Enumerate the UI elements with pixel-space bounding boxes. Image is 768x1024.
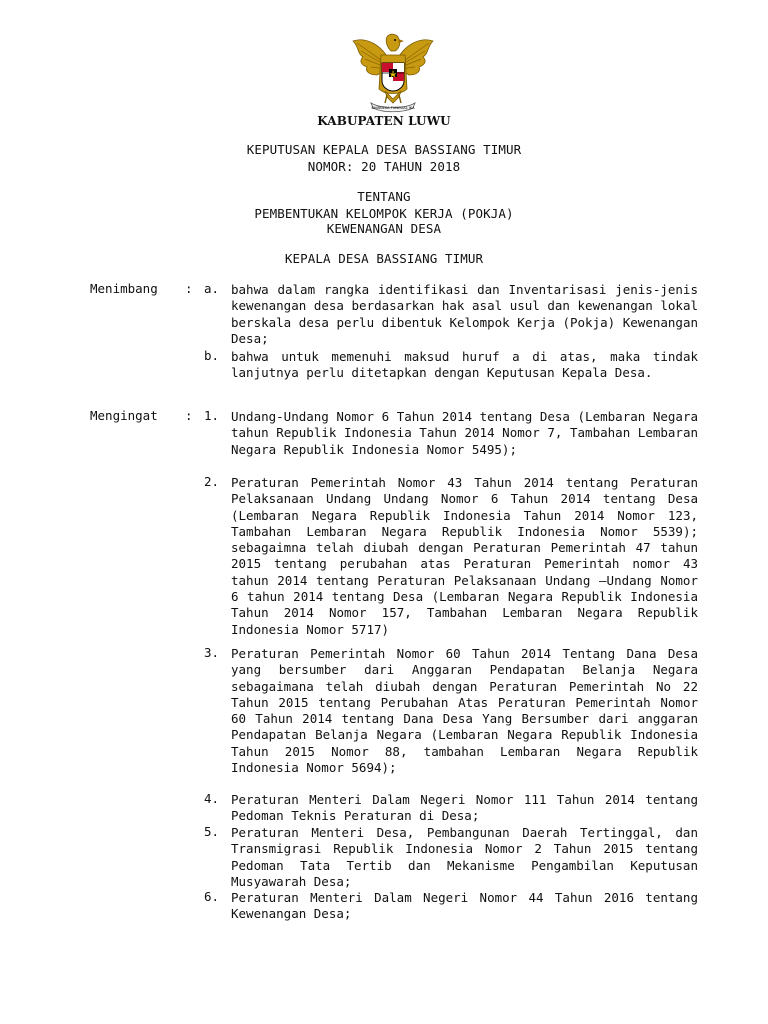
decree-title: KEPUTUSAN KEPALA DESA BASSIANG TIMUR	[246, 142, 522, 157]
decree-number: NOMOR: 20 TAHUN 2018	[307, 159, 461, 174]
subject-line-1: PEMBENTUKAN KELOMPOK KERJA (POKJA)	[254, 206, 514, 221]
item-text: Undang-Undang Nomor 6 Tahun 2014 tentang Desa (Lembaran Negara tahun Republik Indonesia Tahun 2014 Nomor 7, Tambahan Lembaran Negara Republik Indonesia Nomor 5495);	[231, 409, 698, 457]
mengingat-label: Mengingat	[90, 408, 158, 423]
item-marker: 5.	[204, 824, 220, 839]
item-marker: a.	[204, 281, 220, 296]
mengingat-colon: :	[185, 408, 193, 423]
item-marker: 4.	[204, 791, 220, 806]
garuda-emblem-icon	[351, 33, 435, 113]
regency-title: KABUPATEN LUWU	[317, 114, 451, 128]
menimbang-colon: :	[185, 281, 193, 296]
item-text: Peraturan Menteri Dalam Negeri Nomor 44 Tahun 2016 tentang Kewenangan Desa;	[231, 890, 698, 922]
subject-line-2: KEWENANGAN DESA	[326, 221, 442, 236]
issuer-title: KEPALA DESA BASSIANG TIMUR	[284, 251, 484, 266]
item-text: Peraturan Pemerintah Nomor 60 Tahun 2014 Tentang Dana Desa yang bersumber dari Anggaran Pendapatan Belanja Negara sebagaimana telah diubah dengan Peraturan Pemerintah No 22 Tahun 2015 tentang Perubahan Atas Peraturan Pemerintah Nomor 60 Tahun 2014 tentang Dana Desa Yang Bersumber dari anggaran Pendapatan Belanja Negara (Lembaran Negara Republik Indonesia Tahun 2015 Nomor 88, tambahan Lembaran Negara Republik Indonesia Nomor 5694);	[231, 646, 698, 776]
item-text: Peraturan Menteri Desa, Pembangunan Daerah Tertinggal, dan Transmigrasi Republik Indonesia Nomor 2 Tahun 2015 tentang Pedoman Tata Tertib dan Mekanisme Pengambilan Keputusan Musyawarah Desa;	[231, 825, 698, 889]
item-marker: 3.	[204, 645, 220, 660]
item-text: Peraturan Pemerintah Nomor 43 Tahun 2014 tentang Peraturan Pelaksanaan Undang Undang Nomor 6 Tahun 2014 tentang Desa (Lembaran Negara Republik Indonesia Tahun 2014 Nomor 123, Tambahan Lembaran Negara Republik Indonesia Nomor 5539); sebagaimna telah diubah dengan Peraturan Pemerintah 47 tahun 2015 tentang perubahan atas Peraturan Pemerintah nomor 43 tahun 2014 tentang Peraturan Pelaksanaan Undang –Undang Nomor 6 tahun 2014 tentang Desa (Lembaran Negara Republik Indonesia Tahun 2014 Nomor 157, Tambahan Lembaran Negara Republik Indonesia Nomor 5717)	[231, 475, 698, 637]
about-label: TENTANG	[357, 189, 411, 204]
item-text: bahwa untuk memenuhi maksud huruf a di atas, maka tindak lanjutnya perlu ditetapkan dengan Keputusan Kepala Desa.	[231, 349, 698, 381]
item-text: bahwa dalam rangka identifikasi dan Inventarisasi jenis-jenis kewenangan desa berdasarkan hak asal usul dan kewenangan lokal berskala desa perlu dibentuk Kelompok Kerja (Pokja) Kewenangan Desa;	[231, 282, 698, 346]
item-marker: 1.	[204, 408, 220, 423]
item-text: Peraturan Menteri Dalam Negeri Nomor 111 Tahun 2014 tentang Pedoman Teknis Peraturan di Desa;	[231, 792, 698, 824]
item-marker: 2.	[204, 474, 220, 489]
item-marker: 6.	[204, 889, 220, 904]
item-marker: b.	[204, 348, 220, 363]
svg-text:BHINNEKA TUNGGAL IKA: BHINNEKA TUNGGAL IKA	[371, 106, 415, 110]
menimbang-label: Menimbang	[90, 281, 158, 296]
